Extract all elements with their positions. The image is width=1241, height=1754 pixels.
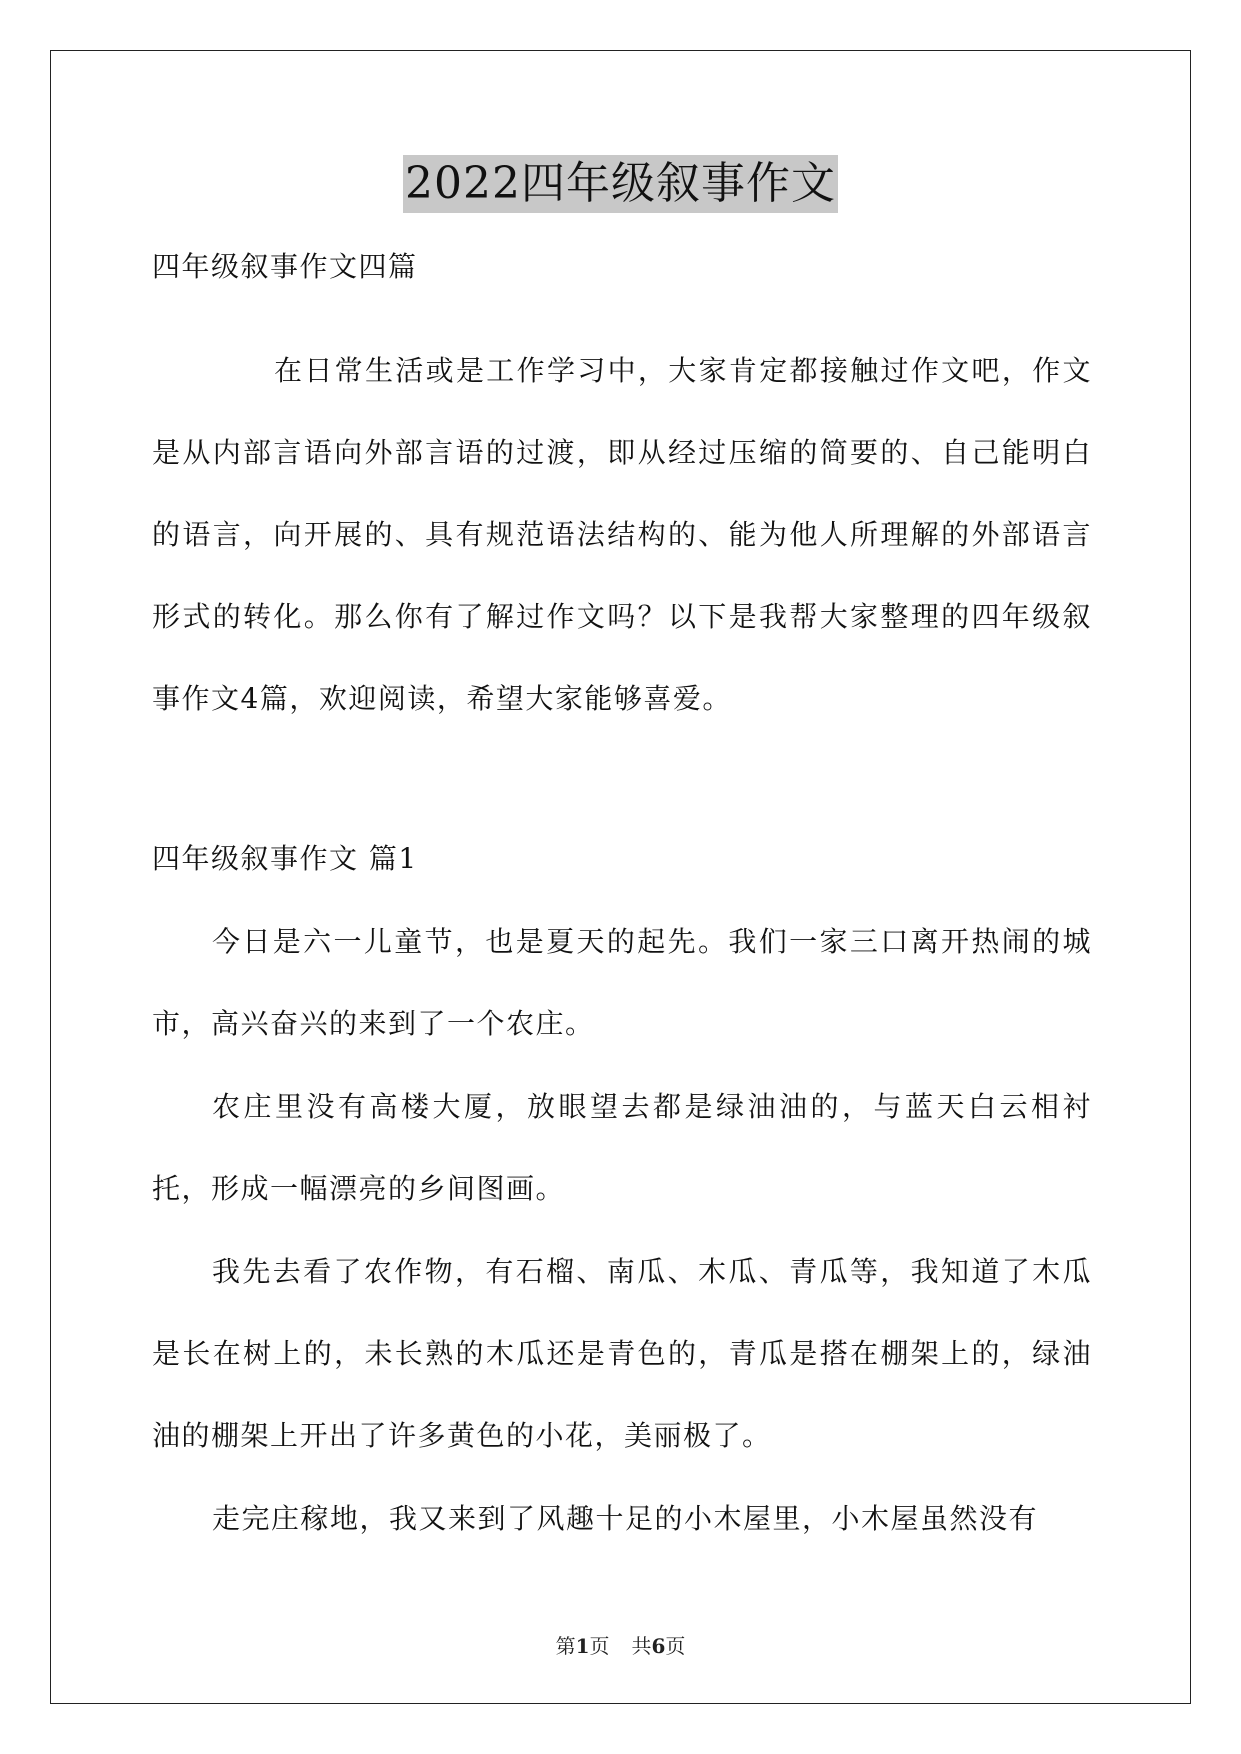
body-paragraph-1: 今日是六一儿童节，也是夏天的起先。我们一家三口离开热闹的城市，高兴奋兴的来到了一个农庄。 xyxy=(152,925,1092,1040)
body-paragraph-2: 农庄里没有高楼大厦，放眼望去都是绿油油的，与蓝天白云相衬托，形成一幅漂亮的乡间图画。 xyxy=(152,1090,1092,1205)
page-total-number: 6 xyxy=(651,1634,666,1658)
page-footer xyxy=(0,1630,1241,1659)
body-paragraph-4: 走完庄稼地，我又来到了风趣十足的小木屋里，小木屋虽然没有 xyxy=(212,1502,1039,1535)
total-prefix: 共 xyxy=(631,1634,652,1658)
page-suffix: 页 xyxy=(589,1634,610,1658)
total-suffix: 页 xyxy=(665,1634,686,1658)
page-current-number: 1 xyxy=(575,1634,590,1658)
section-heading: 四年级叙事作文 篇1 xyxy=(152,842,418,875)
title-container xyxy=(0,155,1241,213)
body-paragraph-3: 我先去看了农作物，有石榴、南瓜、木瓜、青瓜等，我知道了木瓜是长在树上的，未长熟的木瓜还是青色的，青瓜是搭在棚架上的，绿油油的棚架上开出了许多黄色的小花，美丽极了。 xyxy=(152,1255,1092,1452)
page-prefix: 第 xyxy=(555,1634,576,1658)
intro-paragraph: 在日常生活或是工作学习中，大家肯定都接触过作文吧，作文是从内部言语向外部言语的过渡，即从经过压缩的简要的、自己能明白的语言，向开展的、具有规范语法结构的、能为他人所理解的外部语言形式的转化。那么你有了解过作文吗？以下是我帮大家整理的四年级叙事作文4篇，欢迎阅读，希望大家能够喜爱。 xyxy=(152,354,1092,715)
document-subtitle: 四年级叙事作文四篇 xyxy=(152,250,418,283)
document-title: 2022四年级叙事作文 xyxy=(403,155,838,213)
